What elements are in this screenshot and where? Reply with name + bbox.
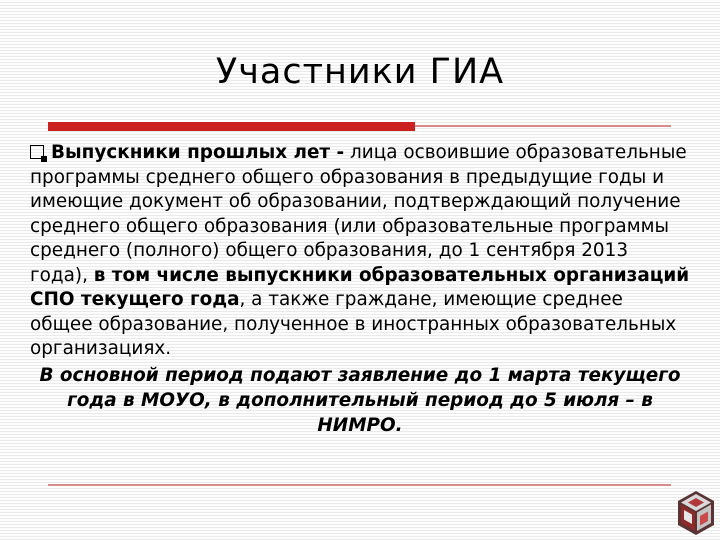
slide-title: Участники ГИА bbox=[215, 52, 505, 92]
paragraph-text-2: , а также граждане, имеющие среднее общее образование, полученное в иностранных образовательных организациях. bbox=[30, 289, 677, 359]
deadline-note: В основной период подают заявление до 1 марта текущего года в МОУО, в дополнительный период до 5 июля – в НИМРО. bbox=[39, 364, 681, 436]
cube-logo-icon bbox=[676, 490, 716, 536]
slide-content bbox=[30, 141, 690, 438]
paragraph-lead: Выпускники прошлых лет - bbox=[51, 142, 345, 163]
title-underline-thin bbox=[415, 125, 671, 127]
paragraph-highlight: в том числе выпускники образовательных организаций СПО текущего года bbox=[30, 264, 690, 310]
checkbox-bullet-icon bbox=[30, 145, 44, 159]
title-underline-accent bbox=[48, 122, 415, 131]
footer-rule bbox=[48, 484, 671, 486]
paragraph-text-1: лица освоившие образовательные программы среднего общего образования в предыдущие годы и имеющие документ об образовании, подтверждающий получение среднего общего образования (или образовательные программы среднего (полного) общего образования, до 1 сентября 2013 года), bbox=[30, 142, 687, 286]
bullet-paragraph bbox=[30, 141, 690, 362]
